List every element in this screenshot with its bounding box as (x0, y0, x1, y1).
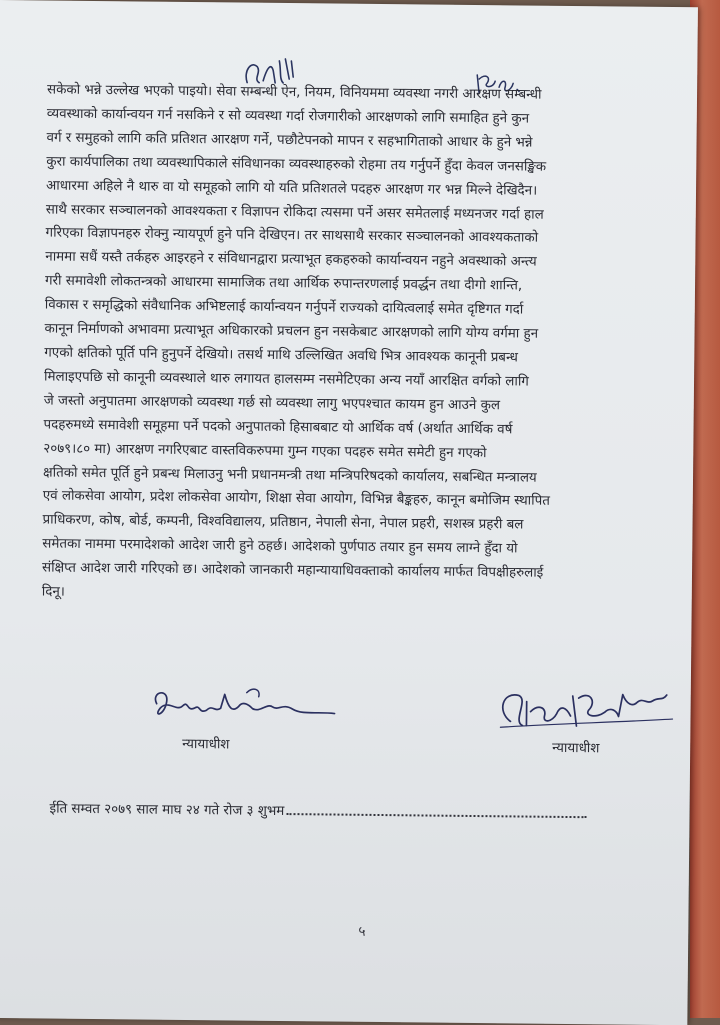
text-line: गरिएका विज्ञापनहरु रोक्नु न्यायपूर्ण हुने पनि देखिएन। तर साथसाथै सरकार सञ्चालनको आवश्यकताको (45, 225, 539, 247)
closing-date-line (49, 799, 586, 823)
text-line: एवं लोकसेवा आयोग, प्रदेश लोकसेवा आयोग, शिक्षा सेवा आयोग, विभिन्न बैङ्कहरु, कानून बमोजिम स्थापित (42, 488, 550, 510)
text-line: कुरा कार्यपालिका तथा व्यवस्थापिकाले संविधानका व्यवस्थाहरुको रोहमा तय गर्नुपर्ने हुँदा केवल जनसङ्खिक (46, 154, 547, 175)
right-judge-signature-block (492, 681, 683, 757)
text-line: संक्षिप्त आदेश जारी गरिएको छ। आदेशको जानकारी महान्यायाधिवक्ताको कार्यालय मार्फत विपक्षीहरुलाई (41, 560, 544, 581)
text-line: दिनू। (41, 584, 65, 600)
text-line: प्राधिकरण, कोष, बोर्ड, कम्पनी, विश्वविद्यालय, प्रतिष्ठान, नेपाली सेना, नेपाल प्रहरी, सशस्त्र प्रहरी बल (42, 512, 524, 533)
text-line: व्यवस्थाको कार्यान्वयन गर्न नसकिने र सो व्यवस्था गर्दा रोजगारीको आरक्षणको लागि समाहित हुने कुन (46, 106, 530, 127)
text-line: वर्ग र समुहको लागि कति प्रतिशत आरक्षण गर्ने, पछौटेपनको मापन र सहभागिताको आधार के हुने भन्ने (46, 130, 533, 151)
text-line: नाममा सधैं यस्तै तर्कहरु आइरहने र संविधानद्वारा प्रत्याभूत हकहरुको कार्यान्वयन नहुने अवस्थाको अन्त्य (45, 249, 537, 270)
left-judge-signature-block (142, 682, 343, 754)
text-line: जे जस्तो अनुपातमा आरक्षणको व्यवस्था गर्छ सो व्यवस्था लागु भएपश्चात कायम हुन आउने कुल (43, 393, 501, 414)
text-line: मिलाइएपछि सो कानूनी व्यवस्थाले थारु लगायत हालसम्म नसमेटिएका अन्य नयाँ आरक्षित वर्गको लागि (43, 369, 529, 390)
text-line: क्षतिको समेत पूर्ति हुने प्रबन्ध मिलाउनु भनी प्रधानमन्त्री तथा मन्त्रिपरिषदको कार्यालय, सबन्धित मन्त्रालय (42, 464, 537, 486)
right-judge-title: न्यायाधीश (552, 740, 600, 757)
text-line: साथै सरकार सञ्चालनको आवश्यकता र विज्ञापन रोकिदा त्यसमा पर्ने असर समेतलाई मध्यनजर गर्दा हाल (45, 202, 544, 223)
text-line: समेतका नाममा परमादेशको आदेश जारी हुने ठहर्छ। आदेशको पुर्णपाठ तयार हुन समय लाग्ने हुँदा यो (42, 536, 518, 557)
left-judge-title: न्यायाधीश (182, 736, 230, 753)
text-line: सकेको भन्ने उल्लेख भएको पाइयो। सेवा सम्बन्धी ऐन, नियम, विनियममा व्यवस्था नगरी आरक्षण सम्बन्धी (46, 82, 542, 103)
page-number: ५ (358, 923, 366, 940)
left-signature-scribble (142, 682, 343, 734)
text-line: २०७९।८० मा) आरक्षण नगरिएबाट वास्तविकरुपमा गुम्न गएका पदहरु समेत समेटी हुन गएको (43, 441, 487, 461)
text-line: कानून निर्माणको अभावमा प्रत्याभूत अधिकारको प्रचलन हुन नसकेबाट आरक्षणको लागि योग्य वर्गमा हुन (44, 321, 539, 342)
text-line: पदहरुमध्ये समावेशी समूहमा पर्ने पदको अनुपातको हिसाबबाट यो आर्थिक वर्ष (अर्थात आर्थिक वर्ष (43, 417, 513, 438)
closing-date-text: ईति सम्वत २०७९ साल माघ २४ गते रोज ३ शुभम (49, 801, 285, 820)
dotted-leader (286, 813, 586, 818)
text-line: आधारमा अहिले नै थारु वा यो समूहको लागि यो यति प्रतिशतले पदहरु आरक्षण गर भन्न मिल्ने देखिदैन। (45, 178, 538, 199)
text-line: विकास र समृद्धिको संवैधानिक अभिष्टलाई कार्यान्वयन गर्नुपर्ने राज्यको दायित्वलाई समेत दृष्टिगत गर्दा (44, 297, 524, 318)
text-line: गरी समावेशी लोकतन्त्रको आधारमा सामाजिक तथा आर्थिक रुपान्तरणलाई प्रवर्द्धन तथा दीगो शान्ति, (44, 273, 523, 294)
text-line: गएको क्षतिको पूर्ति पनि हुनुपर्ने देखियो। तसर्थ माथि उल्लिखित अवधि भित्र आवश्यक कानूनी प्रबन्ध (44, 345, 519, 366)
right-signature-scribble (492, 681, 683, 737)
order-body-text (42, 78, 687, 611)
